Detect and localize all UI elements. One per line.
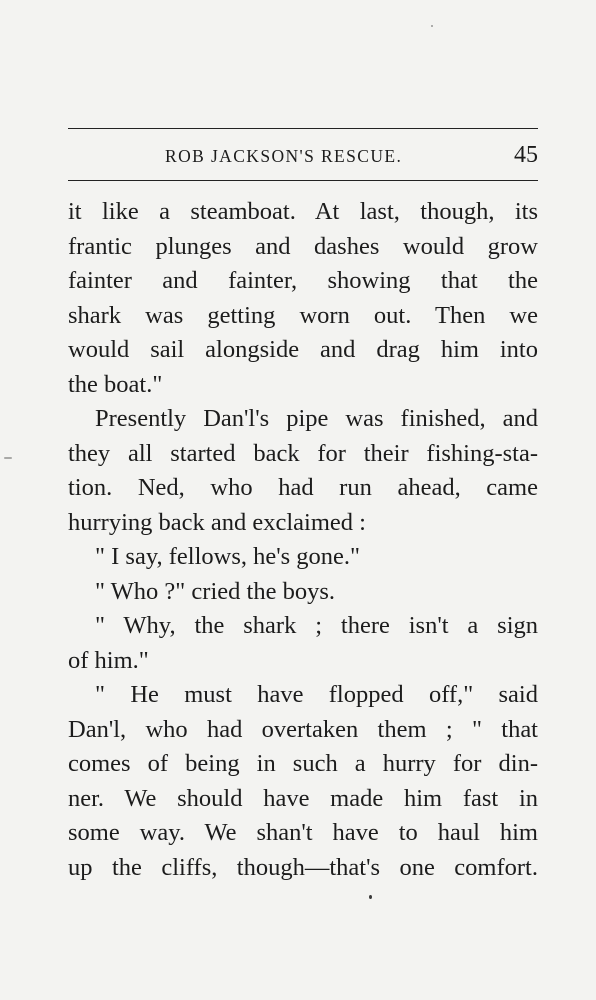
running-title: ROB JACKSON'S RESCUE. [165,146,403,166]
text-line: of him." [68,646,149,674]
text-line: ner. We should have made him fast in [68,784,538,812]
text-line: they all started back for their fishing-sta- [68,439,538,467]
ink-speck [369,895,372,899]
text-line: shark was getting worn out. Then we [68,301,538,329]
text-line: " Who ?" cried the boys. [95,577,335,605]
text-line: would sail alongside and drag him into [68,336,538,363]
text-line: some way. We shan't have to haul him [68,819,538,846]
text-line: Dan'l, who had overtaken them ; " that [68,715,538,743]
text-line: " Why, the shark ; there isn't a sign [95,612,538,639]
ink-speck [4,457,12,459]
text-line: it like a steamboat. At last, though, its [68,198,538,225]
text-line: " He must have flopped off," said [95,681,538,708]
text-line: " I say, fellows, he's gone." [95,543,361,570]
ink-speck [431,25,433,27]
text-line: fainter and fainter, showing that the [68,267,538,294]
text-line: comes of being in such a hurry for din- [68,750,538,777]
body-text [68,195,538,885]
text-line: Presently Dan'l's pipe was finished, and [95,405,538,432]
text-line: the boat." [68,370,163,398]
text-line: hurrying back and exclaimed : [68,508,366,536]
header-top-rule [68,128,538,129]
running-head [68,140,538,174]
page-number: 45 [514,142,538,168]
text-line: up the cliffs, though—that's one comfort. [68,853,538,881]
header-bottom-rule [68,180,538,181]
text-line: tion. Ned, who had run ahead, came [68,474,538,501]
text-line: frantic plunges and dashes would grow [68,232,538,260]
